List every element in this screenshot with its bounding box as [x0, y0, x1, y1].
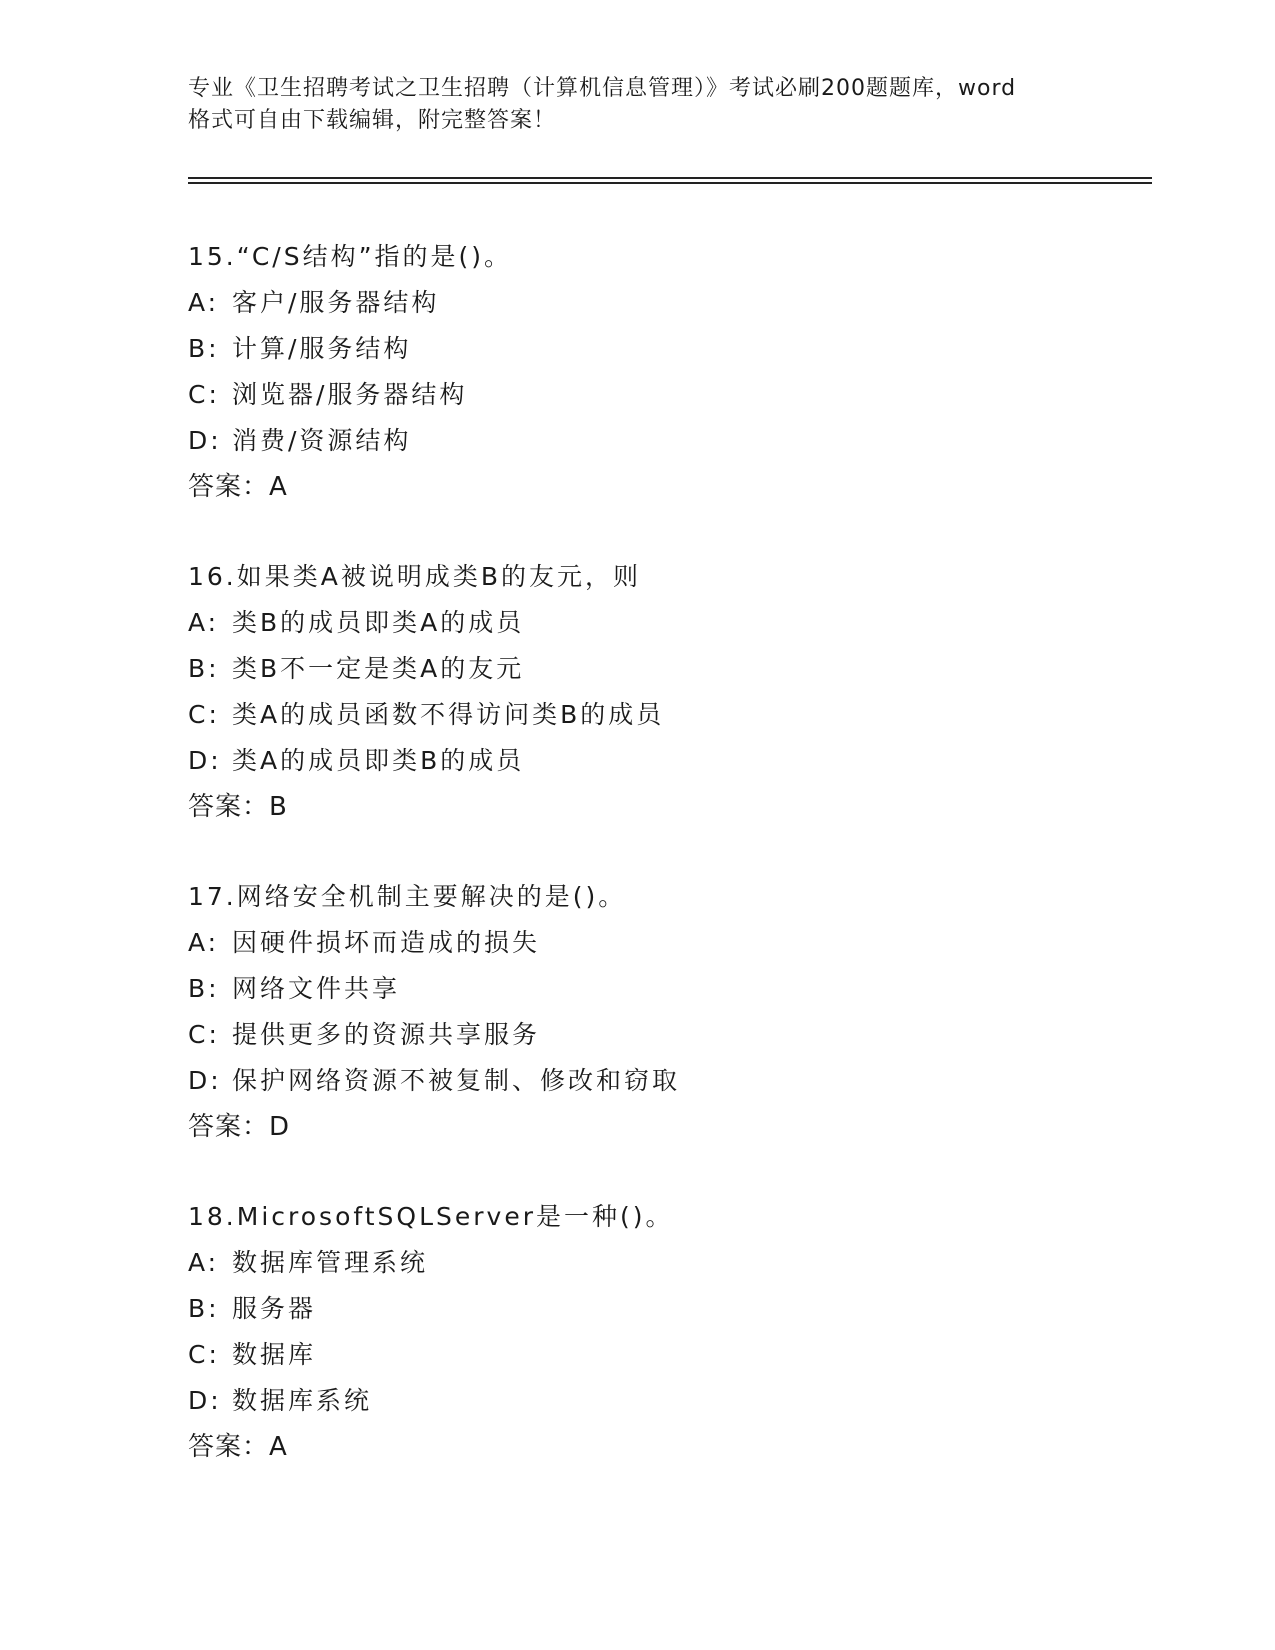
option-text: 因硬件损坏而造成的损失: [232, 928, 541, 957]
option-text: 类A的成员即类B的成员: [232, 746, 525, 775]
question-18: [188, 1194, 1148, 1470]
option-key: D:: [188, 1386, 222, 1415]
option-key: B:: [188, 334, 220, 363]
option-a: [188, 920, 1148, 966]
option-b: [188, 1286, 1148, 1332]
option-key: B:: [188, 974, 220, 1003]
answer-line: 答案：D: [188, 1112, 291, 1142]
option-b: [188, 646, 1148, 692]
option-text: 类B的成员即类A的成员: [232, 608, 525, 637]
option-a: [188, 280, 1148, 326]
header-divider-bottom: [188, 182, 1152, 184]
answer-line: 答案：A: [188, 1432, 288, 1462]
option-text: 数据库: [232, 1340, 317, 1369]
option-key: D:: [188, 426, 222, 455]
option-key: B:: [188, 1294, 220, 1323]
question-16: [188, 554, 1148, 830]
question-stem: 15.“C/S结构”指的是()。: [188, 242, 513, 271]
answer-line: 答案：B: [188, 792, 288, 822]
document-header: [188, 73, 1088, 137]
option-key: A:: [188, 608, 220, 637]
answer-line: 答案：A: [188, 472, 288, 502]
option-a: [188, 600, 1148, 646]
question-stem: 17.网络安全机制主要解决的是()。: [188, 882, 627, 911]
option-text: 服务器: [232, 1294, 317, 1323]
option-d: [188, 738, 1148, 784]
question-stem: 18.MicrosoftSQLServer是一种()。: [188, 1202, 674, 1231]
option-text: 类A的成员函数不得访问类B的成员: [232, 700, 665, 729]
option-key: C:: [188, 1020, 220, 1049]
option-text: 浏览器/服务器结构: [232, 380, 468, 409]
option-text: 计算/服务结构: [232, 334, 412, 363]
option-key: C:: [188, 700, 220, 729]
option-key: C:: [188, 1340, 220, 1369]
option-b: [188, 966, 1148, 1012]
option-key: A:: [188, 288, 220, 317]
option-key: A:: [188, 1248, 220, 1277]
question-stem: 16.如果类A被说明成类B的友元，则: [188, 562, 642, 591]
header-divider-top: [188, 177, 1152, 179]
option-a: [188, 1240, 1148, 1286]
option-text: 保护网络资源不被复制、修改和窃取: [232, 1066, 681, 1095]
option-b: [188, 326, 1148, 372]
header-line-2: 格式可自由下载编辑，附完整答案！: [188, 108, 557, 133]
option-text: 数据库系统: [232, 1386, 373, 1415]
option-c: [188, 1332, 1148, 1378]
option-c: [188, 1012, 1148, 1058]
option-d: [188, 418, 1148, 464]
question-15: [188, 234, 1148, 510]
option-key: B:: [188, 654, 220, 683]
option-text: 类B不一定是类A的友元: [232, 654, 525, 683]
header-line-1: 专业《卫生招聘考试之卫生招聘（计算机信息管理）》考试必刷200题题库，word: [188, 76, 1017, 101]
option-text: 客户/服务器结构: [232, 288, 440, 317]
option-d: [188, 1378, 1148, 1424]
option-key: C:: [188, 380, 220, 409]
option-text: 提供更多的资源共享服务: [232, 1020, 541, 1049]
option-key: A:: [188, 928, 220, 957]
option-key: D:: [188, 746, 222, 775]
option-text: 数据库管理系统: [232, 1248, 429, 1277]
option-text: 网络文件共享: [232, 974, 401, 1003]
option-text: 消费/资源结构: [232, 426, 412, 455]
question-17: [188, 874, 1148, 1150]
option-c: [188, 372, 1148, 418]
option-key: D:: [188, 1066, 222, 1095]
option-d: [188, 1058, 1148, 1104]
option-c: [188, 692, 1148, 738]
